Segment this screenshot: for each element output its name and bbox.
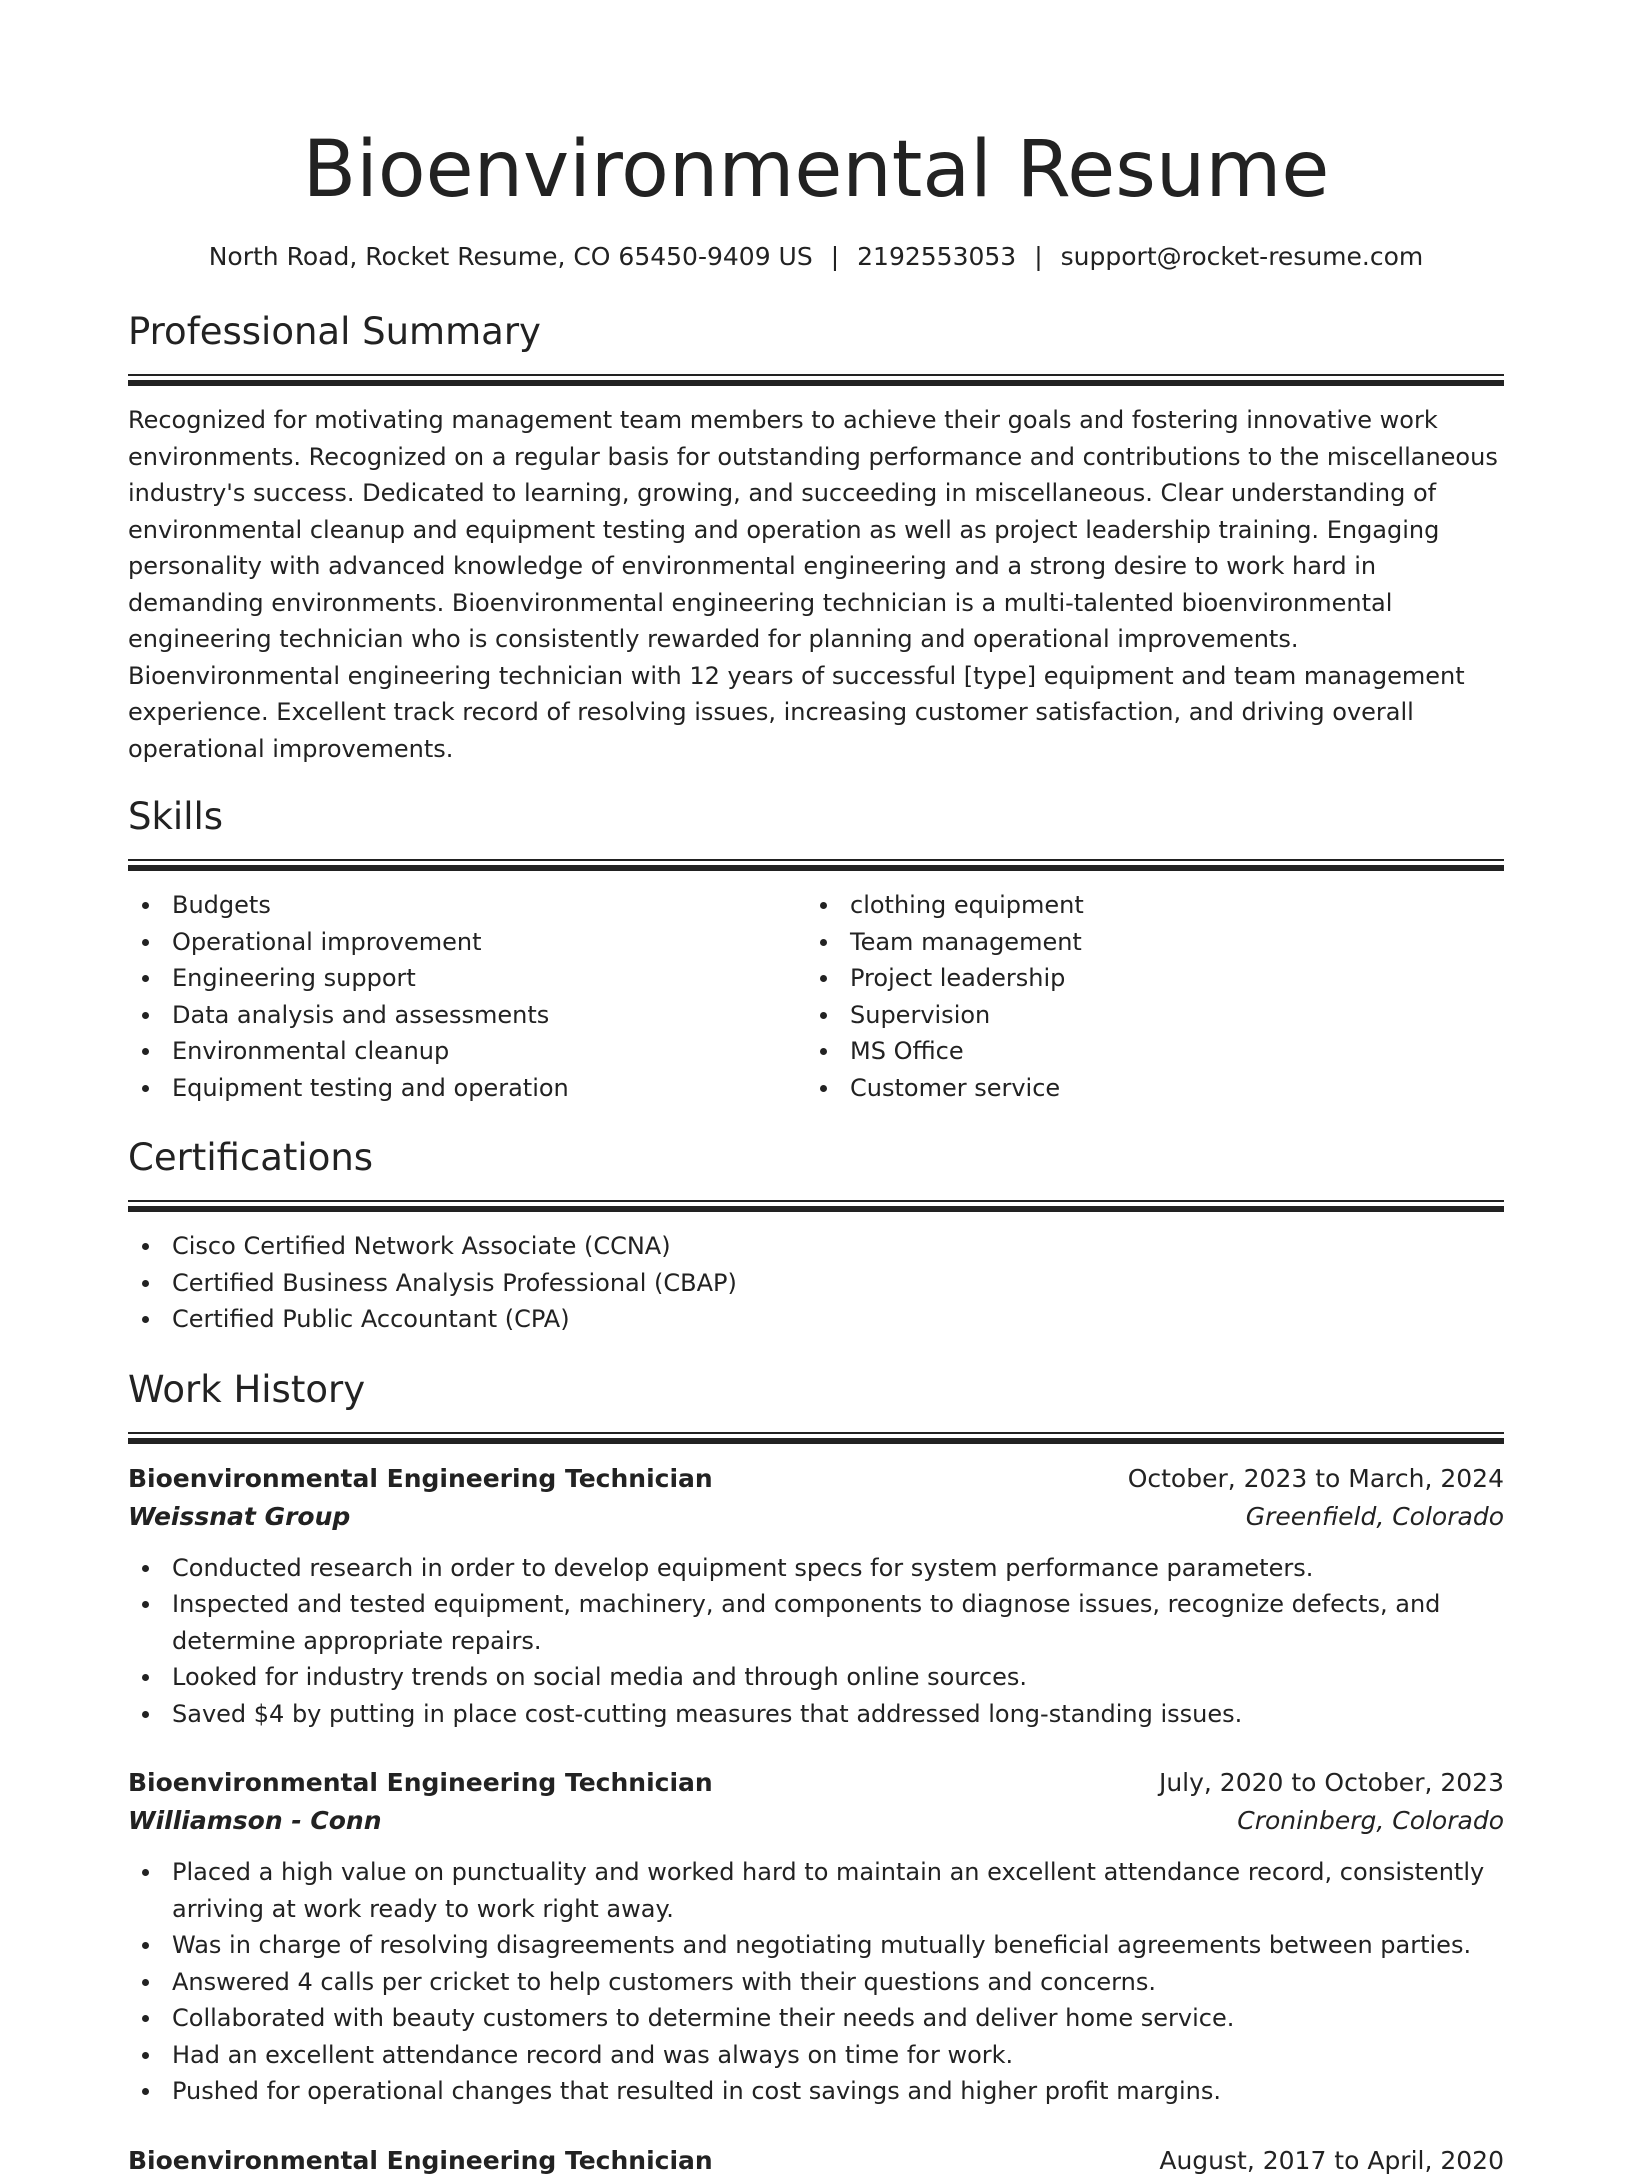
section-title: Skills <box>128 795 224 838</box>
skill-item: Budgets <box>128 887 806 924</box>
section-divider <box>128 859 1504 871</box>
job-bullet: Saved $4 by putting in place cost-cutting measures that addressed long-standing issues. <box>128 1696 1504 1733</box>
contact-separator: | <box>1034 242 1043 271</box>
job-bullet: Was in charge of resolving disagreements and negotiating mutually beneficial agreements between parties. <box>128 1927 1504 1964</box>
certification-item: Certified Public Accountant (CPA) <box>128 1301 1504 1338</box>
skill-item: Supervision <box>806 997 1484 1034</box>
contact-separator: | <box>830 242 840 271</box>
job-dates: July, 2020 to October, 2023 <box>1158 1768 1504 1797</box>
section-divider <box>128 1200 1504 1212</box>
skill-item: Equipment testing and operation <box>128 1070 806 1107</box>
job-bullet: Answered 4 calls per cricket to help customers with their questions and concerns. <box>128 1964 1504 2001</box>
skill-item: Engineering support <box>128 960 806 997</box>
job-title: Bioenvironmental Engineering Technician <box>128 1463 713 1493</box>
contact-email: support@rocket-resume.com <box>1060 242 1424 271</box>
section-title: Professional Summary <box>128 310 541 353</box>
job-header <box>128 2142 1504 2180</box>
section-title: Certifications <box>128 1136 374 1179</box>
skills-grid <box>128 887 1504 1106</box>
job-bullet: Looked for industry trends on social media and through online sources. <box>128 1659 1504 1696</box>
skill-item: Data analysis and assessments <box>128 997 806 1034</box>
job-subheader <box>128 1802 1504 1840</box>
section-title: Work History <box>128 1367 366 1411</box>
summary-section <box>128 308 1504 767</box>
job-entry <box>128 1764 1504 2110</box>
job-location: Greenfield, Colorado <box>1245 1501 1504 1531</box>
section-divider <box>128 374 1504 386</box>
job-bullets <box>128 1854 1504 2110</box>
skill-item: Project leadership <box>806 960 1484 997</box>
job-bullet: Had an excellent attendance record and was always on time for work. <box>128 2037 1504 2074</box>
section-divider <box>128 1432 1504 1444</box>
job-bullet: Conducted research in order to develop equipment specs for system performance parameters. <box>128 1550 1504 1587</box>
job-company: Williamson - Conn <box>128 1806 382 1835</box>
certification-item: Cisco Certified Network Associate (CCNA) <box>128 1228 1504 1265</box>
job-header <box>128 1764 1504 1802</box>
skills-list-right <box>806 887 1484 1106</box>
work-history-section <box>128 1366 1504 2180</box>
skill-item: Customer service <box>806 1070 1484 1107</box>
resume-name: Bioenvironmental Resume <box>302 125 1330 215</box>
contact-address: North Road, Rocket Resume, CO 65450-9409 US <box>208 242 813 271</box>
job-bullets <box>128 1550 1504 1733</box>
job-title: Bioenvironmental Engineering Technician <box>128 1768 713 1797</box>
job-bullet: Placed a high value on punctuality and worked hard to maintain an excellent attendance record, consistently arriving at work ready to work right away. <box>128 1854 1504 1927</box>
job-entry <box>128 1460 1504 1733</box>
job-dates: August, 2017 to April, 2020 <box>1159 2145 1504 2175</box>
job-bullet: Inspected and tested equipment, machinery, and components to diagnose issues, recognize defects, and determine appropriate repairs. <box>128 1586 1504 1659</box>
job-location: Croninberg, Colorado <box>1237 1806 1504 1835</box>
certifications-list <box>128 1228 1504 1338</box>
job-title: Bioenvironmental Engineering Technician <box>128 2145 713 2175</box>
job-header <box>128 1460 1504 1498</box>
skills-list-left <box>128 887 806 1106</box>
skill-item: Environmental cleanup <box>128 1033 806 1070</box>
certification-item: Certified Business Analysis Professional (CBAP) <box>128 1265 1504 1302</box>
contact-phone: 2192553053 <box>857 242 1017 271</box>
skill-item: MS Office <box>806 1033 1484 1070</box>
job-subheader <box>128 1498 1504 1536</box>
job-dates: October, 2023 to March, 2024 <box>1127 1463 1504 1493</box>
job-bullet: Collaborated with beauty customers to determine their needs and deliver home service. <box>128 2000 1504 2037</box>
skills-section <box>128 793 1504 1106</box>
job-company: Weissnat Group <box>128 1501 351 1531</box>
certifications-section <box>128 1134 1504 1338</box>
contact-line <box>128 240 1504 274</box>
summary-text: Recognized for motivating management team members to achieve their goals and fostering innovative work environments. Recognized on a regular basis for outstanding performance and contributions to the miscellaneous industry's success. Dedicated to learning, growing, and succeeding in miscellaneous. Clear understanding of environmental cleanup and equipment testing and operation as well as project leadership training. Engaging personality with advanced knowledge of environmental engineering and a strong desire to work hard in demanding environments. Bioenvironmental engineering technician is a multi-talented bioenvironmental engineering technician who is consistently rewarded for planning and operational improvements. Bioenvironmental engineering technician with 12 years of successful [type] equipment and team management experience. Excellent track record of resolving issues, increasing customer satisfaction, and driving overall operational improvements. <box>128 406 1498 763</box>
skill-item: Team management <box>806 924 1484 961</box>
skill-item: Operational improvement <box>128 924 806 961</box>
skill-item: clothing equipment <box>806 887 1484 924</box>
resume-page <box>128 0 1504 2180</box>
job-entry <box>128 2142 1504 2180</box>
job-bullet: Pushed for operational changes that resulted in cost savings and higher profit margins. <box>128 2073 1504 2110</box>
